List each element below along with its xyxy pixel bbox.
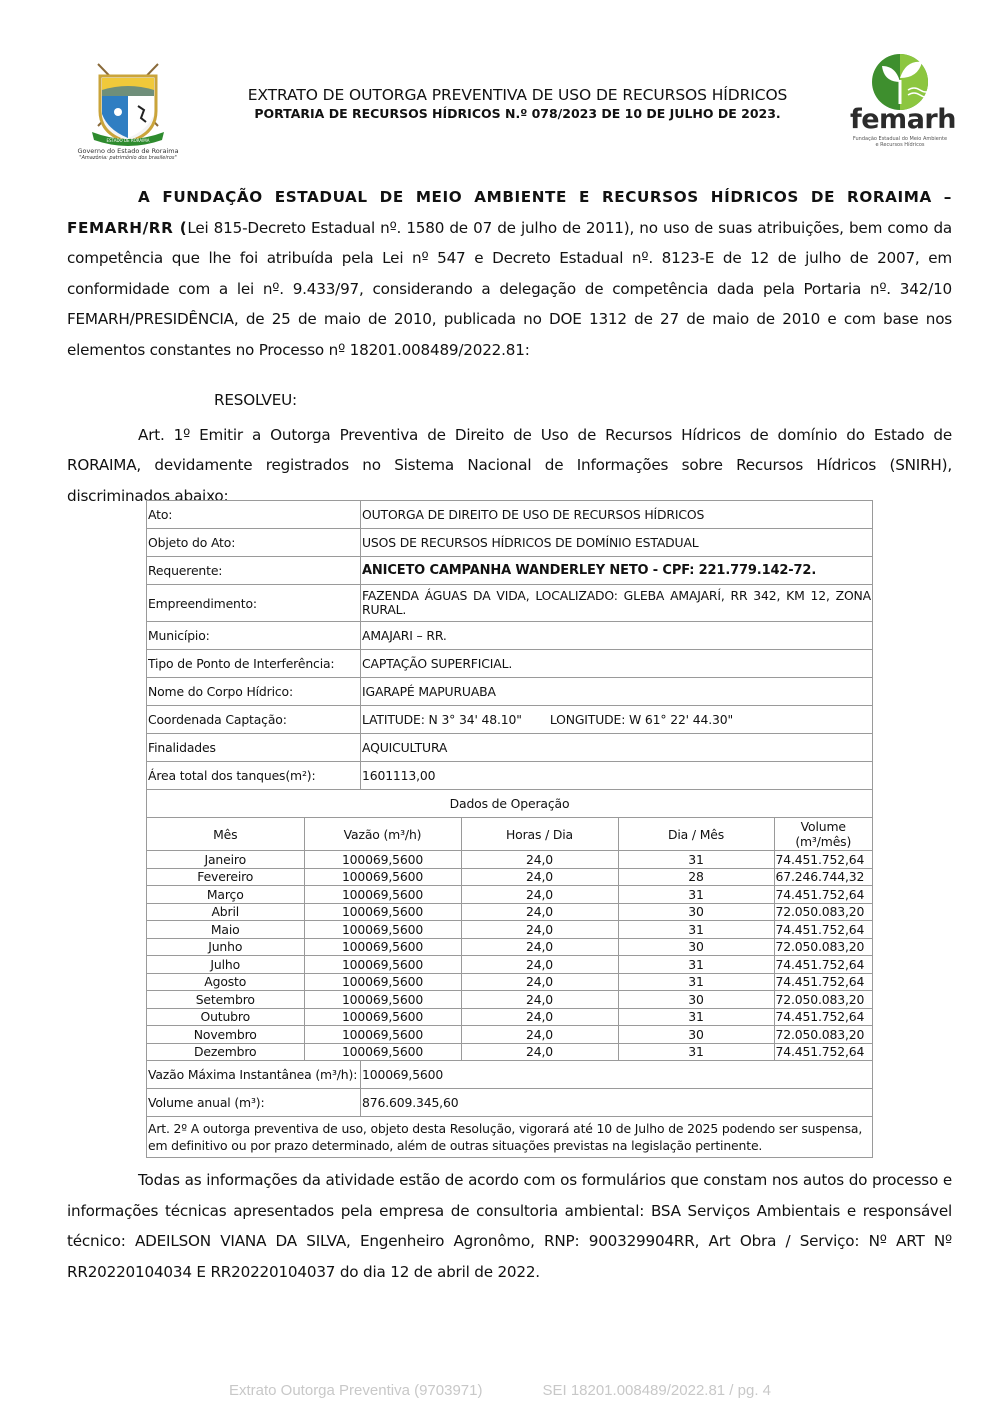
label-vazao-maxima: Vazão Máxima Instantânea (m³/h): xyxy=(147,1061,361,1089)
cell-horas-dia: 24,0 xyxy=(461,956,618,974)
cell-vazao: 100069,5600 xyxy=(304,868,461,886)
cell-dia-mes: 30 xyxy=(618,991,774,1009)
table-row-ato xyxy=(147,501,873,529)
cell-dia-mes: 31 xyxy=(618,921,774,939)
label-coordenada: Coordenada Captação: xyxy=(147,706,361,734)
operations-cell xyxy=(147,818,873,1061)
cell-dia-mes: 31 xyxy=(618,851,774,869)
cell-dia-mes: 31 xyxy=(618,886,774,904)
col-header-volume xyxy=(774,818,872,851)
cell-horas-dia: 24,0 xyxy=(461,921,618,939)
col-header-vazao: Vazão (m³/h) xyxy=(304,818,461,851)
operations-row xyxy=(147,938,872,956)
article-1: Art. 1º Emitir a Outorga Preventiva de Direito de Uso de Recursos Hídricos de domínio do Estado de RORAIMA, devidamente registrados no Sistema Nacional de Informações sobre Recursos Hídricos (SNIRH), discriminados abaixo: xyxy=(67,425,952,505)
cell-vazao: 100069,5600 xyxy=(304,1008,461,1026)
table-row-volume-anual xyxy=(147,1089,873,1117)
cell-volume: 72.050.083,20 xyxy=(774,903,872,921)
document-title: EXTRATO DE OUTORGA PREVENTIVA DE USO DE RECURSOS HÍDRICOS xyxy=(247,86,788,104)
cell-vazao: 100069,5600 xyxy=(304,1043,461,1060)
footer-doc-ref: Extrato Outorga Preventiva (9703971) xyxy=(228,1382,483,1399)
femarh-logo xyxy=(848,52,956,152)
femarh-leaf-icon xyxy=(848,52,952,112)
label-tipo-ponto: Tipo de Ponto de Interferência: xyxy=(147,650,361,678)
outorga-table xyxy=(146,500,873,1158)
label-volume-anual: Volume anual (m³): xyxy=(147,1089,361,1117)
latitude-value: LATITUDE: N 3° 34' 48.10" xyxy=(362,712,522,727)
value-corpo-hidrico: IGARAPÉ MAPURUABA xyxy=(361,678,873,706)
table-row-finalidades xyxy=(147,734,873,762)
table-row-ops xyxy=(147,818,873,1061)
operations-header-row xyxy=(147,818,872,851)
cell-horas-dia: 24,0 xyxy=(461,973,618,991)
cell-mes: Junho xyxy=(147,938,304,956)
cell-mes: Outubro xyxy=(147,1008,304,1026)
cell-volume: 72.050.083,20 xyxy=(774,1026,872,1044)
cell-dia-mes: 28 xyxy=(618,868,774,886)
page-footer xyxy=(0,1382,1000,1399)
footer-sei-ref: SEI 18201.008489/2022.81 / pg. 4 xyxy=(542,1382,771,1399)
cell-dia-mes: 31 xyxy=(618,956,774,974)
cell-dia-mes: 31 xyxy=(618,1008,774,1026)
document-header xyxy=(0,52,1000,162)
article-2: Art. 2º A outorga preventiva de uso, objeto desta Resolução, vigorará até 10 de Julho de 2025 podendo ser suspensa, em definitivo ou por prazo determinado, além de outras situações previstas na legislação pertinente. xyxy=(147,1117,873,1158)
value-ato: OUTORGA DE DIREITO DE USO DE RECURSOS HÍDRICOS xyxy=(361,501,873,529)
roraima-government-logo xyxy=(78,56,178,160)
cell-vazao: 100069,5600 xyxy=(304,903,461,921)
operations-row xyxy=(147,903,872,921)
cell-dia-mes: 30 xyxy=(618,938,774,956)
cell-volume: 74.451.752,64 xyxy=(775,1044,865,1060)
col-header-dia-mes: Dia / Mês xyxy=(618,818,774,851)
cell-dia-mes: 30 xyxy=(618,903,774,921)
cell-vazao: 100069,5600 xyxy=(304,921,461,939)
label-empreendimento: Empreendimento: xyxy=(147,585,361,622)
table-row-corpo-hidrico xyxy=(147,678,873,706)
cell-mes: Novembro xyxy=(147,1026,304,1044)
cell-mes: Fevereiro xyxy=(147,868,304,886)
femarh-caption-line1: Fundação Estadual do Meio Ambiente xyxy=(852,136,948,142)
cell-horas-dia: 24,0 xyxy=(461,868,618,886)
resolveu-heading: RESOLVEU: xyxy=(214,391,297,409)
cell-horas-dia: 24,0 xyxy=(461,1043,618,1060)
cell-mes: Setembro xyxy=(147,991,304,1009)
header-titles xyxy=(200,86,835,121)
femarh-brand: femarh xyxy=(850,104,956,135)
value-coordenada xyxy=(361,706,873,734)
cell-volume: 74.451.752,64 xyxy=(774,973,872,991)
table-row-coordenada xyxy=(147,706,873,734)
cell-horas-dia: 24,0 xyxy=(461,851,618,869)
value-vazao-maxima: 100069,5600 xyxy=(361,1061,873,1089)
cell-vazao: 100069,5600 xyxy=(304,851,461,869)
roraima-coat-of-arms-icon xyxy=(78,56,178,160)
table-row-area-tanques xyxy=(147,762,873,790)
cell-vazao: 100069,5600 xyxy=(304,956,461,974)
table-row-art2 xyxy=(147,1117,873,1158)
femarh-caption xyxy=(844,136,956,148)
table-row-municipio xyxy=(147,622,873,650)
cell-volume: 74.451.752,64 xyxy=(774,1008,872,1026)
value-tipo-ponto: CAPTAÇÃO SUPERFICIAL. xyxy=(361,650,873,678)
table-row-requerente xyxy=(147,557,873,585)
value-empreendimento: FAZENDA ÁGUAS DA VIDA, LOCALIZADO: GLEBA AMAJARÍ, RR 342, KM 12, ZONA RURAL. xyxy=(361,585,873,622)
cell-volume: 67.246.744,32 xyxy=(774,868,872,886)
closing-paragraph: Todas as informações da atividade estão de acordo com os formulários que constam nos autos do processo e informações técnicas apresentados pela empresa de consultoria ambiental: BSA Serviços Ambientais e responsável técnico: ADEILSON VIANA DA SILVA, Engenheiro Agronômo, RNP: 900329904RR, Art Obra / Serviço: Nº ART Nº RR20220104034 E RR20220104037 do dia 12 de abril de 2022. xyxy=(67,1171,952,1281)
label-objeto: Objeto do Ato: xyxy=(147,529,361,557)
col-header-horas-dia: Horas / Dia xyxy=(461,818,618,851)
cell-mes: Janeiro xyxy=(147,851,304,869)
table-row-empreendimento xyxy=(147,585,873,622)
logo-left-caption-line2: "Amazônia: patrimônio dos brasileiros" xyxy=(79,155,177,161)
table-row-tipo-ponto xyxy=(147,650,873,678)
cell-mes: Agosto xyxy=(147,973,304,991)
value-volume-anual: 876.609.345,60 xyxy=(361,1089,873,1117)
cell-horas-dia: 24,0 xyxy=(461,1026,618,1044)
cell-horas-dia: 24,0 xyxy=(461,991,618,1009)
intro-text: Lei 815-Decreto Estadual nº. 1580 de 07 de julho de 2011), no uso de suas atribuições, bem como da competência que lhe foi atribuída pela Lei nº 547 e Decreto Estadual nº. 8123-E de 12 de julho de 2007, em conformidade com a lei nº. 9.433/97, considerando a delegação de competência dada pela Portaria nº. 342/10 FEMARH/PRESIDÊNCIA, de 25 de maio de 2010, publicada no DOE 1312 de 27 de maio de 2010 e com base nos elementos constantes no Processo nº 18201.008489/2022.81: xyxy=(67,218,952,359)
operations-row xyxy=(147,868,872,886)
value-finalidades: AQUICULTURA xyxy=(361,734,873,762)
table-row-objeto xyxy=(147,529,873,557)
cell-vazao: 100069,5600 xyxy=(304,1026,461,1044)
value-requerente: ANICETO CAMPANHA WANDERLEY NETO - CPF: 221.779.142-72. xyxy=(361,557,873,585)
cell-mes: Maio xyxy=(147,921,304,939)
cell-mes: Julho xyxy=(147,956,304,974)
value-area-tanques: 1601113,00 xyxy=(361,762,873,790)
cell-volume: 74.451.752,64 xyxy=(774,921,872,939)
value-objeto: USOS DE RECURSOS HÍDRICOS DE DOMÍNIO ESTADUAL xyxy=(361,529,873,557)
operations-row xyxy=(147,991,872,1009)
cell-volume: 74.451.752,64 xyxy=(774,851,872,869)
operations-row xyxy=(147,956,872,974)
operations-row xyxy=(147,851,872,869)
label-ato: Ato: xyxy=(147,501,361,529)
label-requerente: Requerente: xyxy=(147,557,361,585)
logo-left-caption-line1: Governo do Estado de Roraima xyxy=(77,147,179,155)
label-area-tanques: Área total dos tanques(m²): xyxy=(147,762,361,790)
cell-mes: Dezembro xyxy=(147,1043,304,1060)
operations-row xyxy=(147,1043,872,1060)
operations-row xyxy=(147,886,872,904)
cell-volume: 72.050.083,20 xyxy=(774,938,872,956)
operations-table xyxy=(147,818,872,1060)
value-municipio: AMAJARI – RR. xyxy=(361,622,873,650)
cell-horas-dia: 24,0 xyxy=(461,1008,618,1026)
operations-row xyxy=(147,973,872,991)
logo-banner-text: ESTADO DE RORAIMA xyxy=(106,138,150,143)
cell-dia-mes: 31 xyxy=(618,1043,774,1060)
operations-table-body xyxy=(147,818,872,1060)
cell-dia-mes: 31 xyxy=(618,973,774,991)
label-finalidades: Finalidades xyxy=(147,734,361,762)
table-row-dados-operacao-title xyxy=(147,790,873,818)
document-subtitle: PORTARIA DE RECURSOS HÍDRICOS N.º 078/2023 DE 10 DE JULHO DE 2023. xyxy=(254,106,781,121)
cell-horas-dia: 24,0 xyxy=(461,938,618,956)
label-municipio: Município: xyxy=(147,622,361,650)
col-header-volume-text: Volume (m³/mês) xyxy=(795,819,852,849)
operations-row xyxy=(147,921,872,939)
cell-horas-dia: 24,0 xyxy=(461,886,618,904)
intro-bold-lead: A FUNDAÇÃO ESTADUAL DE MEIO AMBIENTE E RECURSOS HÍDRICOS DE RORAIMA – FEMARH/RR ( xyxy=(67,188,952,237)
col-header-mes: Mês xyxy=(147,818,304,851)
cell-mes: Março xyxy=(147,886,304,904)
cell-vazao: 100069,5600 xyxy=(304,938,461,956)
intro-paragraph xyxy=(67,182,952,365)
table-row-vazao-maxima xyxy=(147,1061,873,1089)
cell-vazao: 100069,5600 xyxy=(304,973,461,991)
longitude-value: LONGITUDE: W 61° 22' 44.30" xyxy=(549,712,733,727)
femarh-caption-line2: e Recursos Hídricos xyxy=(875,142,925,148)
cell-mes: Abril xyxy=(147,903,304,921)
cell-vazao: 100069,5600 xyxy=(304,886,461,904)
cell-volume: 72.050.083,20 xyxy=(774,991,872,1009)
document-body xyxy=(67,182,952,511)
operations-row xyxy=(147,1008,872,1026)
cell-volume: 74.451.752,64 xyxy=(774,886,872,904)
logo-left-caption xyxy=(72,148,184,162)
cell-volume: 74.451.752,64 xyxy=(774,956,872,974)
cell-vazao: 100069,5600 xyxy=(304,991,461,1009)
cell-horas-dia: 24,0 xyxy=(461,903,618,921)
cell-dia-mes: 30 xyxy=(618,1026,774,1044)
label-corpo-hidrico: Nome do Corpo Hídrico: xyxy=(147,678,361,706)
operations-row xyxy=(147,1026,872,1044)
dados-operacao-title: Dados de Operação xyxy=(147,790,873,818)
